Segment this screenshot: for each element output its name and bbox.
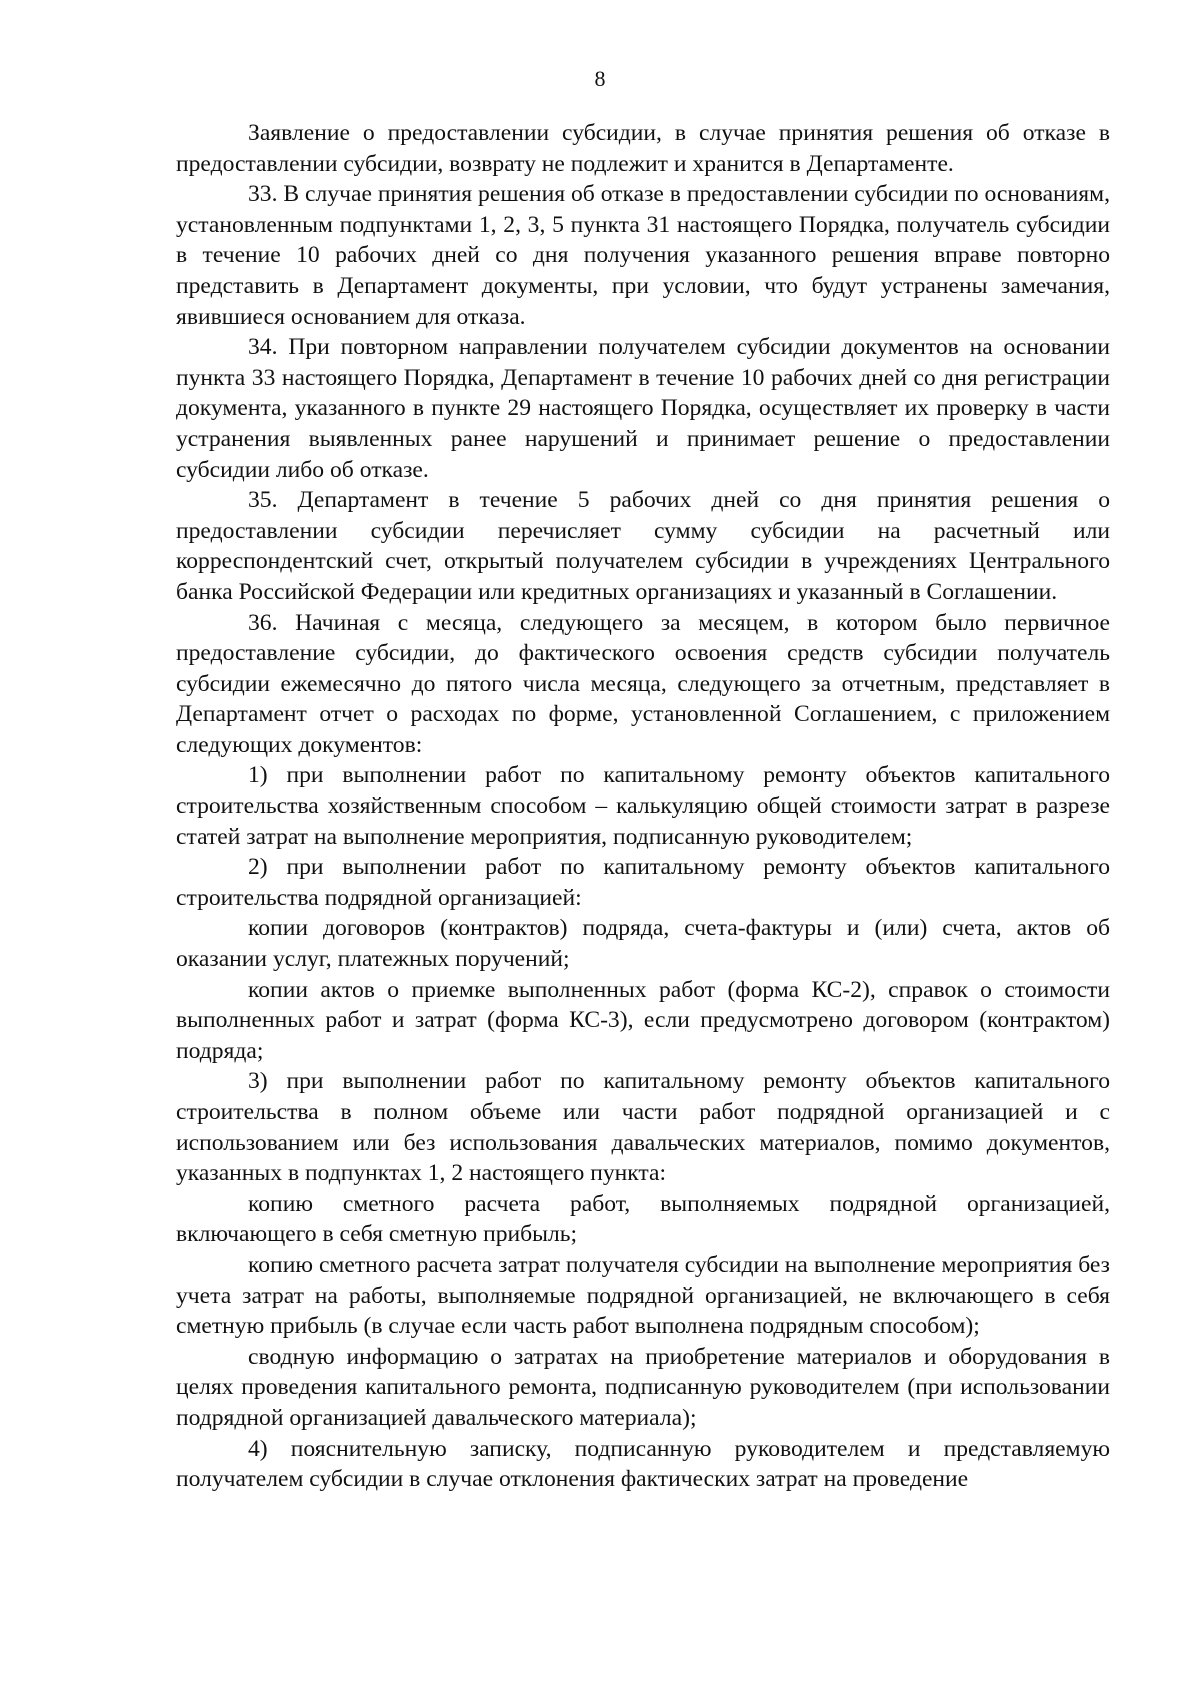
paragraph-36-item-2: 2) при выполнении работ по капитальному ремонту объектов капитального строительства подрядной организацией:	[176, 854, 1110, 911]
paragraph-36-item-1: 1) при выполнении работ по капитальному ремонту объектов капитального строительства хозяйственным способом – калькуляцию общей стоимости затрат в разрезе статей затрат на выполнение мероприятия, подписанную руководителем;	[176, 762, 1110, 850]
paragraph-36: 36. Начиная с месяца, следующего за месяцем, в котором было первичное предоставление субсидии, до фактического освоения средств субсидии получатель субсидии ежемесячно до пятого числа месяца, следующего за отчетным, представляет в Департамент отчет о расходах по форме, установленной Соглашением, с приложением следующих документов:	[176, 609, 1110, 758]
paragraph-36-item-3-estimate-works: копию сметного расчета работ, выполняемых подрядной организацией, включающего в себя сметную прибыль;	[176, 1190, 1110, 1248]
paragraph-application-storage: Заявление о предоставлении субсидии, в случае принятия решения об отказе в предоставлении субсидии, возврату не подлежит и хранится в Департаменте.	[176, 120, 1110, 177]
paragraph-36-item-3-materials-summary: сводную информацию о затратах на приобретение материалов и оборудования в целях проведения капитального ремонта, подписанную руководителем (при использовании подрядной организацией давальческого материала);	[176, 1343, 1110, 1431]
paragraph-36-item-3-estimate-costs: копию сметного расчета затрат получателя субсидии на выполнение мероприятия без учета затрат на работы, выполняемые подрядной организацией, не включающего в себя сметную прибыль (в случае если часть работ выполнена подрядным способом);	[176, 1251, 1110, 1340]
paragraph-33: 33. В случае принятия решения об отказе в предоставлении субсидии по основаниям, установленным подпунктами 1, 2, 3, 5 пункта 31 настоящего Порядка, получатель субсидии в течение 10 рабочих дней со дня получения указанного решения вправе повторно представить в Департамент документы, при условии, что будут устранены замечания, явившиеся основанием для отказа.	[176, 181, 1110, 330]
paragraph-36-item-4: 4) пояснительную записку, подписанную руководителем и представляемую получателем субсидии в случае отклонения фактических затрат на проведение	[176, 1435, 1110, 1493]
document-body	[176, 118, 1110, 1495]
paragraph-35: 35. Департамент в течение 5 рабочих дней со дня принятия решения о предоставлении субсидии перечисляет сумму субсидии на расчетный или корреспондентский счет, открытый получателем субсидии в учреждениях Центрального банка Российской Федерации или кредитных организациях и указанный в Соглашении.	[176, 487, 1110, 605]
paragraph-36-item-2-acts: копии актов о приемке выполненных работ (форма КС-2), справок о стоимости выполненных работ и затрат (форма КС-3), если предусмотрено договором (контрактом) подряда;	[176, 976, 1110, 1064]
paragraph-36-item-3: 3) при выполнении работ по капитальному ремонту объектов капитального строительства в полном объеме или части работ подрядной организацией и с использованием или без использования давальческих материалов, помимо документов, указанных в подпунктах 1, 2 настоящего пункта:	[176, 1068, 1110, 1187]
paragraph-34: 34. При повторном направлении получателем субсидии документов на основании пункта 33 настоящего Порядка, Департамент в течение 10 рабочих дней со дня регистрации документа, указанного в пункте 29 настоящего Порядка, осуществляет их проверку в части устранения выявленных ранее нарушений и принимает решение о предоставлении субсидии либо об отказе.	[176, 334, 1110, 483]
paragraph-36-item-2-contracts: копии договоров (контрактов) подряда, счета-фактуры и (или) счета, актов об оказании услуг, платежных поручений;	[176, 915, 1110, 973]
page-number: 8	[594, 66, 606, 91]
